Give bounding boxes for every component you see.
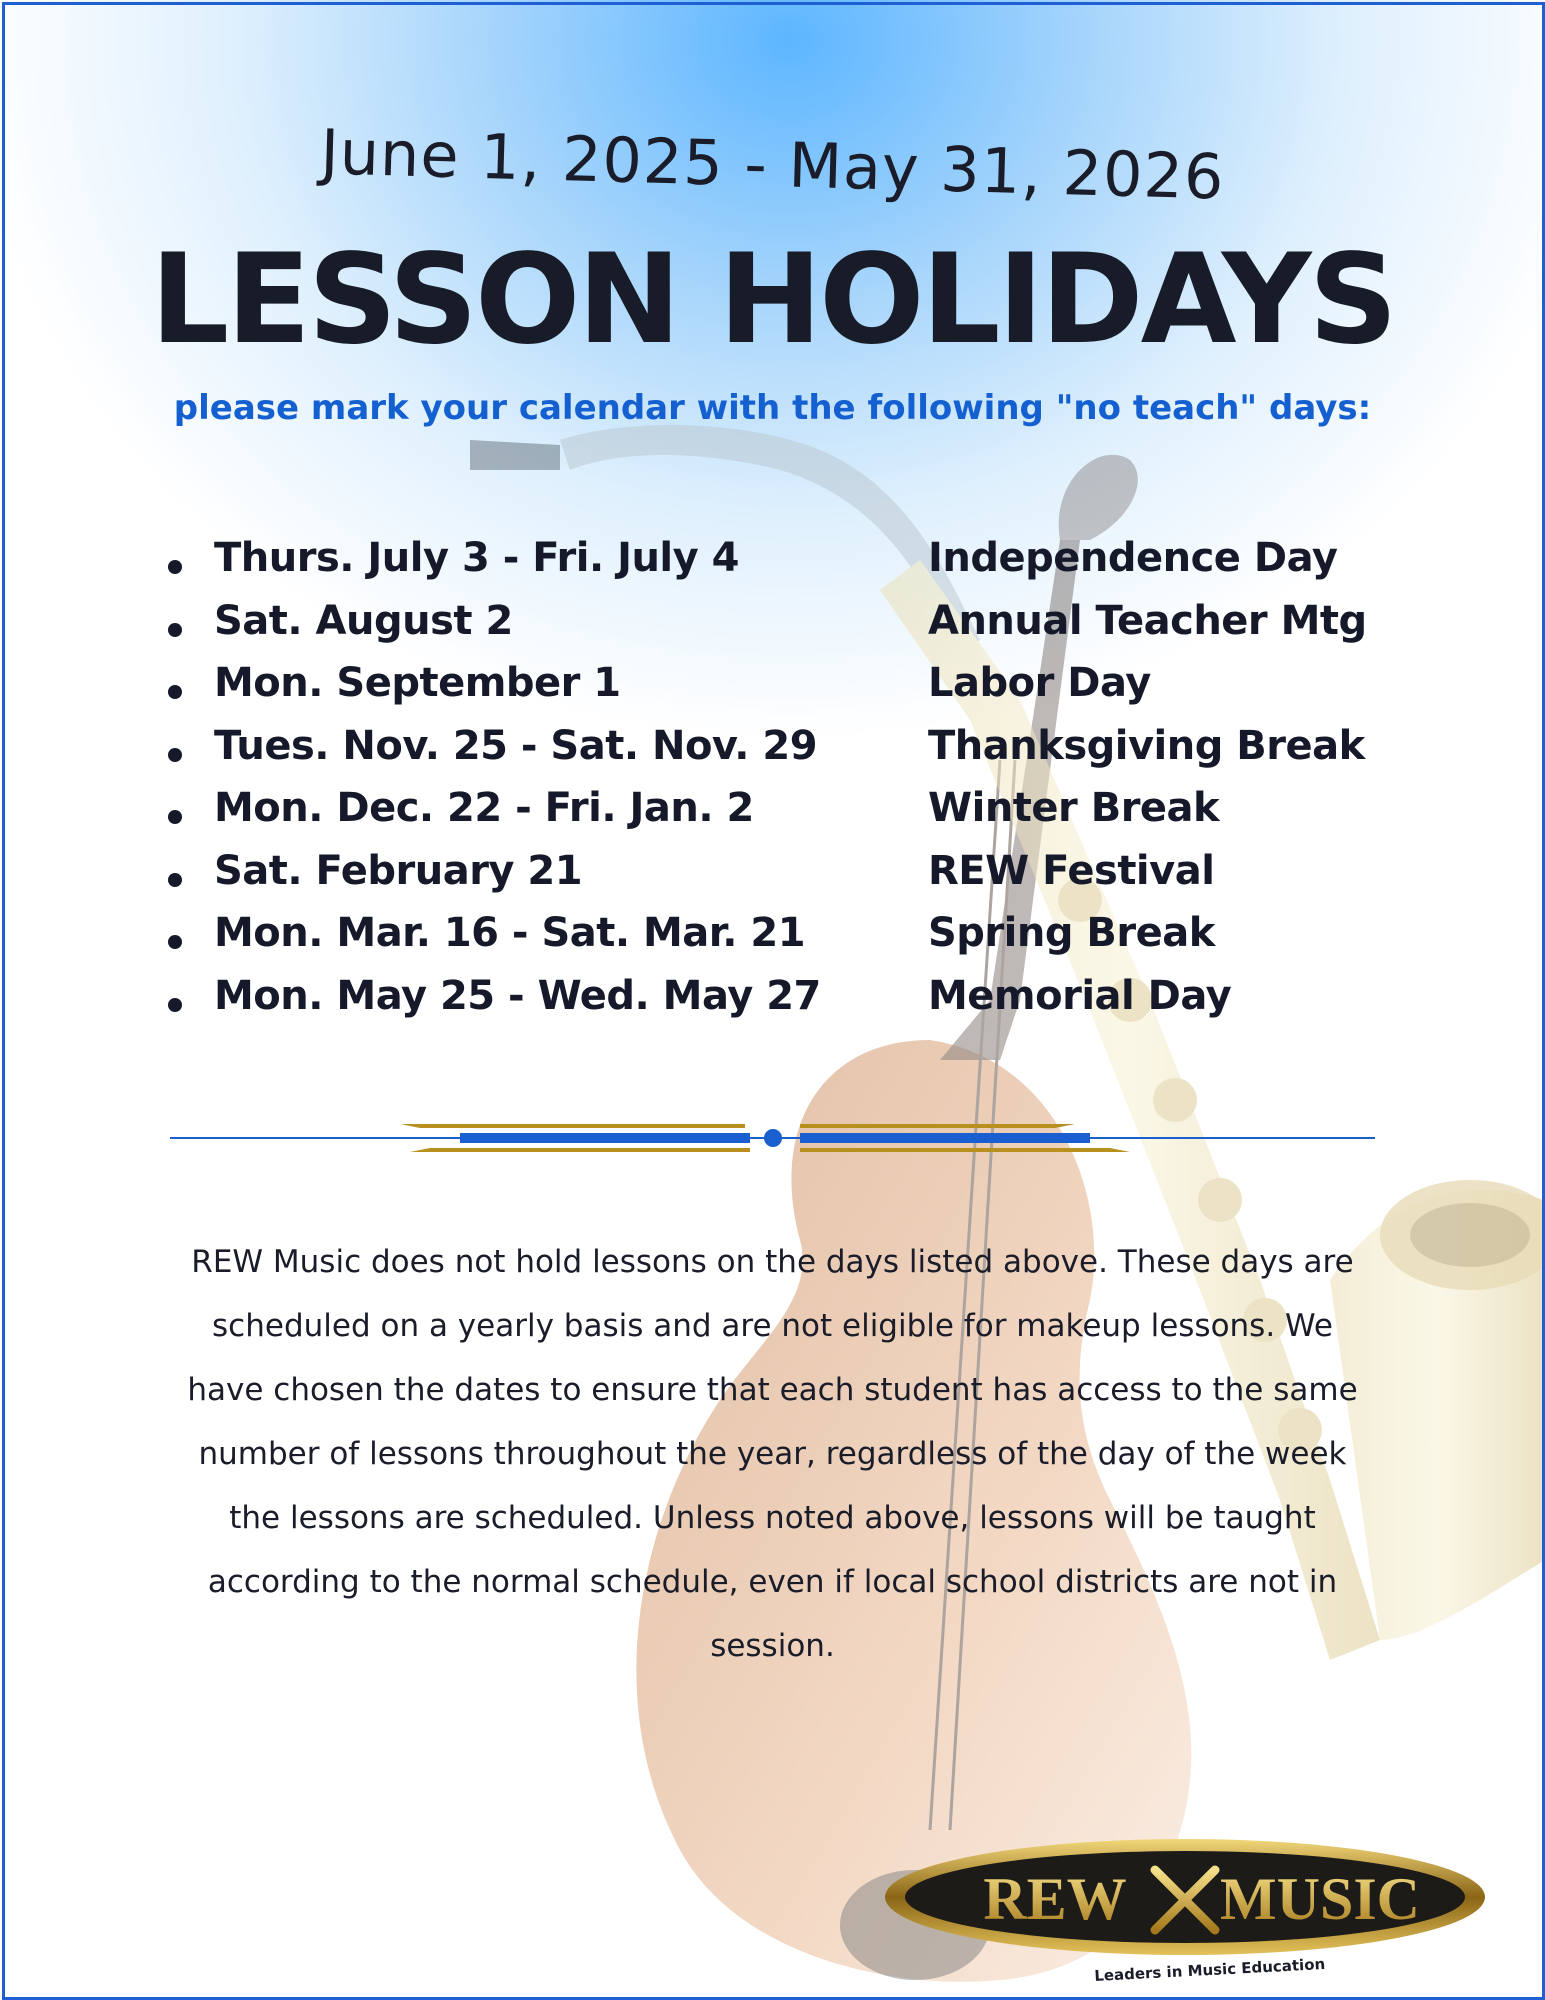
page-title: LESSON HOLIDAYS — [150, 228, 1395, 372]
holiday-dates: Mon. September 1 — [214, 660, 621, 706]
svg-text:MUSIC: MUSIC — [1219, 1866, 1421, 1932]
holiday-event: Winter Break — [928, 785, 1220, 831]
holiday-dates: Mon. Mar. 16 - Sat. Mar. 21 — [214, 910, 806, 956]
holiday-dates: Tues. Nov. 25 - Sat. Nov. 29 — [214, 722, 818, 769]
bullet-icon — [168, 560, 182, 574]
bullet-icon — [168, 623, 182, 637]
holiday-event: Memorial Day — [928, 972, 1232, 1019]
rew-music-logo — [880, 1835, 1500, 1985]
holiday-event: REW Festival — [928, 847, 1215, 894]
holiday-dates: Thurs. July 3 - Fri. July 4 — [214, 535, 739, 581]
holiday-event: Labor Day — [928, 660, 1151, 706]
bullet-icon — [168, 873, 182, 887]
holiday-dates: Sat. August 2 — [214, 597, 513, 644]
holiday-event: Thanksgiving Break — [928, 722, 1365, 769]
bullet-icon — [168, 810, 182, 824]
date-range: June 1, 2025 - May 31, 2026 — [319, 115, 1226, 214]
bullet-icon — [168, 998, 182, 1012]
bullet-icon — [168, 748, 182, 762]
holiday-dates: Mon. May 25 - Wed. May 27 — [214, 972, 821, 1019]
holiday-dates: Sat. February 21 — [214, 847, 583, 894]
svg-text:Leaders in Music Education: Leaders in Music Education — [1093, 1954, 1326, 1985]
notice-paragraph: REW Music does not hold lessons on the days listed above. These days are scheduled on a yearly basis and are not eligible for makeup lessons. We have chosen the dates to ensure that each student has access to the same number of lessons throughout the year, regardless of the day of the week the lessons are scheduled. Unless noted above, lessons will be taught according to the normal schedule, even if local school districts are not in session. — [187, 1244, 1358, 1664]
tagline: please mark your calendar with the following "no teach" days: — [173, 388, 1372, 428]
holiday-dates: Mon. Dec. 22 - Fri. Jan. 2 — [214, 785, 754, 831]
holiday-event: Spring Break — [928, 910, 1215, 956]
bullet-icon — [168, 935, 182, 949]
svg-text:REW: REW — [983, 1866, 1127, 1932]
holiday-event: Independence Day — [928, 535, 1338, 581]
holiday-event: Annual Teacher Mtg — [928, 597, 1367, 644]
ornamental-divider — [170, 1118, 1375, 1158]
bullet-icon — [168, 685, 182, 699]
